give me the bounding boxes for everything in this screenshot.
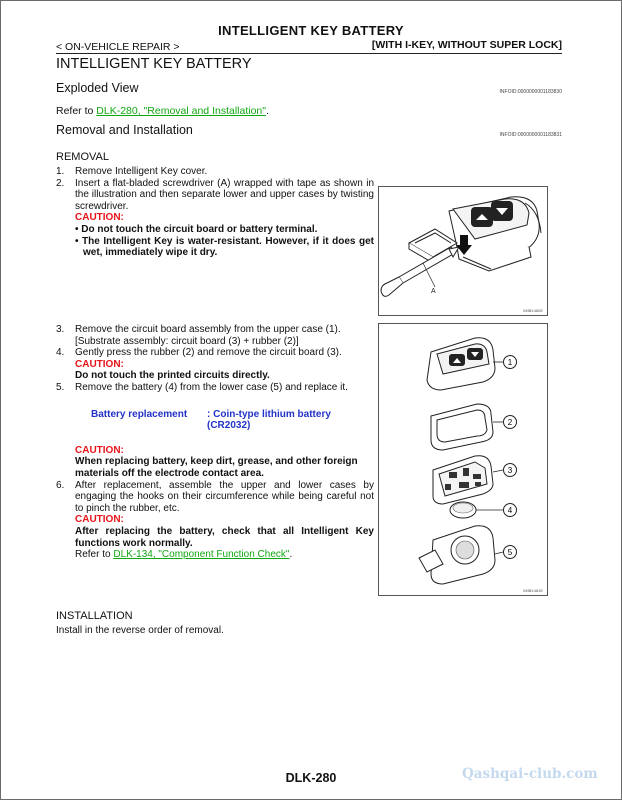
part-label-5: 5: [507, 548, 513, 557]
steps-3-6: [56, 324, 374, 561]
page-number: DLK-280: [285, 771, 337, 785]
refer-suffix-2: .: [289, 549, 293, 561]
step-2-text: Insert a flat-bladed screwdriver (A) wrapped with tape as shown in the illustration and then separate lower and upper cases by twisting screwdriver.: [75, 177, 374, 212]
refer-prefix: Refer to: [56, 105, 97, 117]
removal-heading: REMOVAL: [56, 151, 109, 163]
exploded-infoid: INFOID:0000000001183830: [499, 89, 562, 95]
removal-installation-heading: Removal and Installation: [56, 123, 193, 137]
header-rule: [56, 53, 562, 54]
step-4-text: Gently press the rubber (2) and remove the circuit board (3).: [75, 347, 342, 359]
caution-4-refer: [75, 549, 374, 561]
variant-label: [WITH I-KEY, WITHOUT SUPER LOCK]: [371, 39, 562, 51]
step-6: [56, 480, 374, 515]
step-1-number: 1.: [56, 166, 65, 177]
caution-3-label: CAUTION:: [75, 444, 124, 456]
figure2-code: MIIB1461E: [523, 588, 543, 593]
battery-spec-label: Battery replacement: [91, 408, 188, 420]
step-5-number: 5.: [56, 381, 65, 393]
link-dlk-280[interactable]: DLK-280, "Removal and Installation": [96, 105, 266, 117]
step-1-text: Remove Intelligent Key cover.: [75, 166, 208, 177]
step-4-number: 4.: [56, 347, 65, 359]
refer-prefix-2: Refer to: [75, 549, 114, 561]
page-header-title: INTELLIGENT KEY BATTERY: [218, 23, 404, 38]
step-3-number: 3.: [56, 324, 65, 335]
caution-4-label: CAUTION:: [75, 514, 124, 526]
part-label-2: 2: [507, 418, 513, 427]
refer-suffix: .: [266, 105, 269, 117]
part-label-3: 3: [507, 466, 513, 475]
step-2: [56, 178, 374, 213]
caution-2: [56, 359, 374, 382]
battery-spec-value: : Coin-type lithium battery (CR2032): [207, 408, 331, 432]
caution-4-text: After replacing the battery, check that all Intelligent Key functions work normally.: [75, 525, 374, 549]
step-4: [56, 347, 374, 359]
caution-1-label: CAUTION:: [75, 212, 124, 224]
breadcrumb: < ON-VEHICLE REPAIR >: [56, 41, 180, 53]
steps-1-2: [56, 166, 374, 259]
step-1: [56, 166, 374, 178]
caution-1-item-2: • The Intelligent Key is water-resistant. However, if it does get wet, immediately wipe it dry.: [75, 235, 374, 259]
exploded-view-heading: Exploded View: [56, 81, 139, 95]
removal-installation-infoid: INFOID:0000000001183831: [499, 132, 562, 138]
step-6-text: After replacement, assemble the upper and lower cases by engaging the hooks on their circumference while being careful not to pinch the rubber, etc.: [75, 479, 374, 514]
part-label-1: 1: [507, 358, 513, 367]
figure-screwdriver: [378, 186, 548, 316]
caution-3-text: When replacing battery, keep dirt, grease, and other foreign materials off the electrode contact area.: [75, 456, 358, 479]
step-6-number: 6.: [56, 479, 65, 491]
figure1-label-a: A: [431, 288, 436, 295]
installation-heading: INSTALLATION: [56, 610, 133, 622]
step-3: [56, 324, 374, 347]
step-2-number: 2.: [56, 177, 65, 189]
page-title: INTELLIGENT KEY BATTERY: [56, 56, 252, 72]
link-dlk-134[interactable]: DLK-134, "Component Function Check": [113, 549, 290, 561]
caution-3: [56, 445, 374, 480]
caution-1-item-1: • Do not touch the circuit board or battery terminal.: [75, 223, 318, 235]
figure1-code: MIIB1460E: [523, 308, 543, 313]
step-3-text: Remove the circuit board assembly from the upper case (1). [Substrate assembly: circuit board (3) + rubber (2)]: [75, 324, 341, 347]
caution-2-label: CAUTION:: [75, 358, 124, 370]
exploded-refer: [56, 106, 269, 118]
caution-1: [56, 212, 374, 258]
step-5: [56, 382, 374, 394]
watermark: Qashqai-club.com: [462, 766, 598, 782]
figure-exploded-parts: [378, 323, 548, 596]
installation-text: Install in the reverse order of removal.: [56, 625, 224, 636]
exploded-parts-illustration: [379, 324, 547, 595]
caution-4: [56, 514, 374, 560]
caution-2-text: Do not touch the printed circuits directly.: [75, 370, 270, 382]
battery-spec: [56, 394, 374, 445]
step-5-text: Remove the battery (4) from the lower case (5) and replace it.: [75, 381, 348, 393]
part-label-4: 4: [507, 506, 513, 515]
key-opening-illustration: [379, 187, 547, 315]
